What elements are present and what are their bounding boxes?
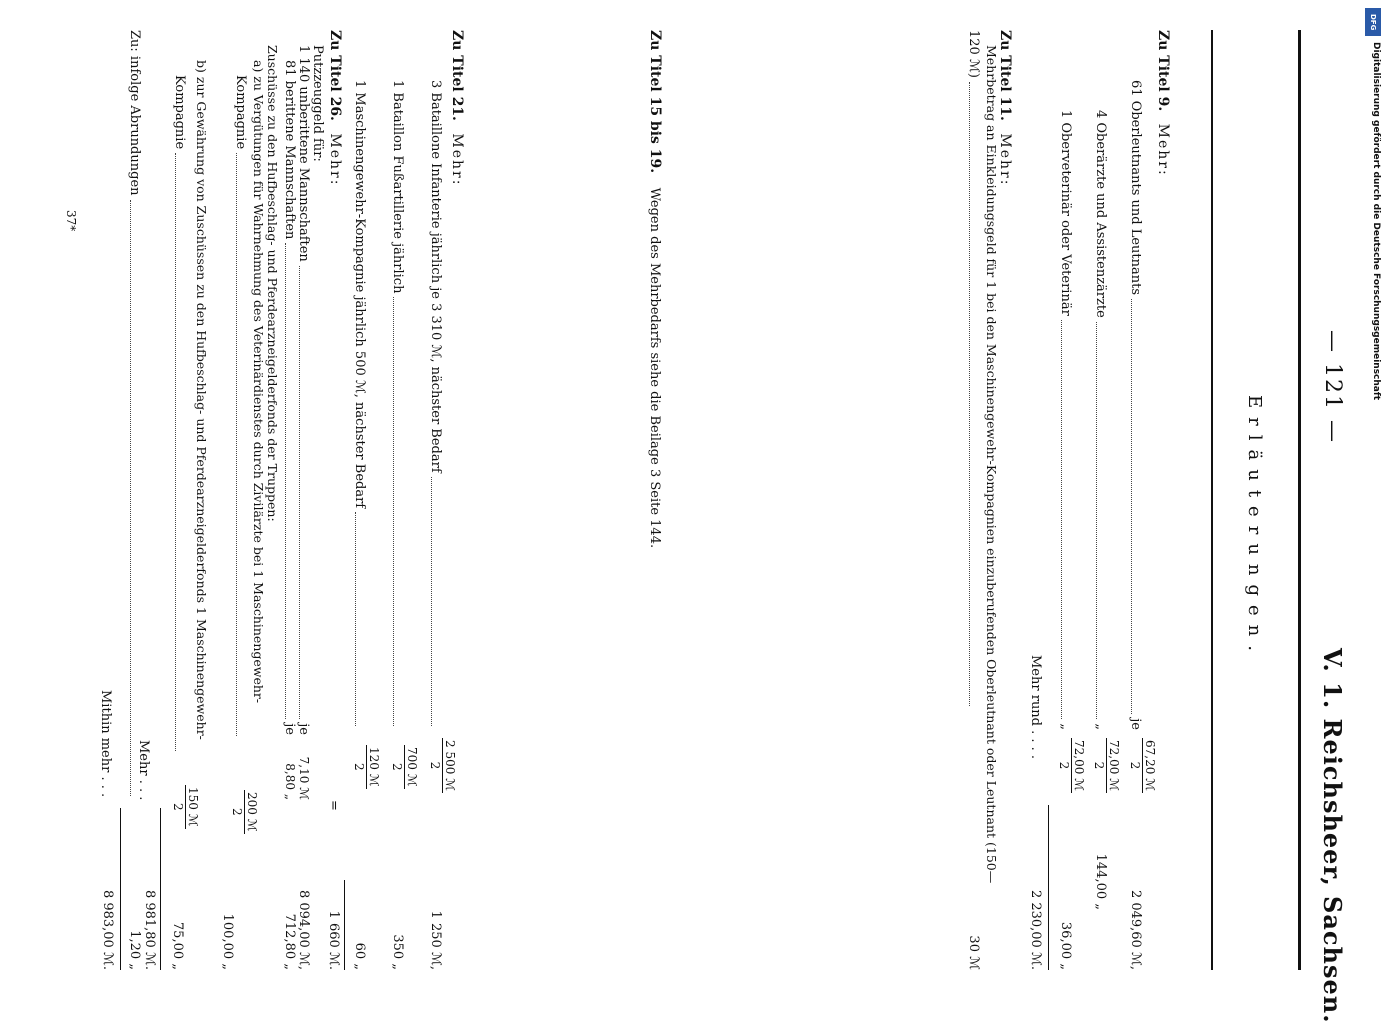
titel9-fraction: 67,20 ℳ 2 xyxy=(1128,740,1157,791)
titel26-a-amount: 100,00 „ xyxy=(220,913,235,970)
dfg-logo: DFG xyxy=(1365,8,1381,36)
titel15-heading: Zu Titel 15 bis 19. xyxy=(647,30,663,174)
titel21-heading: Zu Titel 21. xyxy=(449,30,465,121)
titel9-row: 4 Oberärzte und Assistenzärzte „ xyxy=(1093,110,1108,730)
titel26-rate: 8,80 „ xyxy=(283,763,297,800)
titel26-amount: 8 094,00 ℳ, xyxy=(296,889,311,970)
sum-rule xyxy=(160,808,161,970)
titel9-row: 61 Oberleutnants und Leutnants je xyxy=(1128,80,1143,730)
titel9-row: 1 Oberveterinär oder Veterinär „ xyxy=(1058,110,1073,730)
titel21-amount: 350 „ xyxy=(390,934,405,970)
titel26-mehr-total: 8 981,80 ℳ. xyxy=(142,889,157,970)
titel9-fraction: 72,00 ℳ 2 xyxy=(1092,740,1121,791)
titel26-amount: 712,80 „ xyxy=(282,913,297,970)
titel9-total: 2 230,00 ℳ. xyxy=(1028,889,1043,970)
titel21-amount: 60 „ xyxy=(352,942,367,970)
sum-rule xyxy=(120,808,121,970)
titel26-b-line1: b) zur Gewährung von Zuschüssen zu den Hufbeschlag- und Pferdearzneigelderfonds 1 Maschinengewehr- xyxy=(194,60,209,740)
titel26-b-row: Kompagnie xyxy=(172,75,187,755)
titel11-mehr: Mehr: xyxy=(997,133,1013,187)
titel26-a-fraction: 200 ℳ 2 xyxy=(230,792,259,832)
titel21-equals: = xyxy=(326,800,341,811)
mithin-mehr-total: 8 983,00 ℳ. xyxy=(100,889,115,970)
titel21-fraction: 700 ℳ 2 xyxy=(390,747,419,787)
putzzeuggeld-label: Putzzeuggeld für: xyxy=(310,45,325,162)
titel26-heading: Zu Titel 26. xyxy=(327,30,343,121)
titel9-total-label: Mehr rund . . . . xyxy=(1028,655,1043,760)
titel11-text-line1: Mehrbetrag an Einkleidungsgeld für 1 bei den Maschinengewehr-Kompagnien einzuberufenden Oberleutnant oder Leutnant (150— xyxy=(984,45,999,884)
titel26-row: 81 berittene Mannschaften je xyxy=(282,60,297,735)
titel21-row: 1 Maschinengewehr-Kompagnie jährlich 500 ℳ, nächster Bedarf xyxy=(352,80,367,730)
titel9-fraction: 72,00 ℳ 2 xyxy=(1057,740,1086,791)
titel21-fraction: 120 ℳ 2 xyxy=(352,747,381,787)
titel26-row: 1 140 unberittene Mannschaften je xyxy=(296,45,311,735)
abrundung-row: Zu: infolge Abrundungen xyxy=(127,30,142,800)
titel26-b-amount: 75,00 „ xyxy=(170,921,185,970)
titel26-a-row: Kompagnie xyxy=(233,75,248,740)
titel9-mehr: Mehr: xyxy=(1155,123,1171,177)
titel21-mehr: Mehr: xyxy=(449,133,465,187)
header-rule xyxy=(1298,30,1301,970)
digitization-credit xyxy=(1363,8,1383,992)
titel26-rate: 7,10 ℳ xyxy=(297,756,311,800)
zuschuesse-label: Zuschüsse zu den Hufbeschlag- und Pferdearzneigelderfonds der Truppen: xyxy=(265,45,280,522)
mithin-mehr-label: Mithin mehr . . . xyxy=(98,690,113,798)
titel9-heading: Zu Titel 9. xyxy=(1155,30,1171,112)
titel26-mehr-label: Mehr . . . xyxy=(136,740,151,801)
credit-text: Digitalisierung gefördert durch die Deutsche Forschungsgemeinschaft xyxy=(1371,42,1381,401)
titel9-amount: 2 049,60 ℳ, xyxy=(1128,889,1143,970)
titel21-total: 1 660 ℳ. xyxy=(326,910,341,970)
section-title: Erläuterungen. xyxy=(1244,395,1265,660)
titel26-b-fraction: 150 ℳ 2 xyxy=(171,787,200,827)
signature-mark: 37* xyxy=(64,210,78,232)
titel9-amount: 144,00 „ xyxy=(1093,853,1108,910)
titel26-a-line1: a) zu Vergütungen für Wahrnehmung des Veterinärdienstes durch Zivilärzte bei 1 Maschinengewehr- xyxy=(251,60,266,704)
abrundung-amount: 1,20 „ xyxy=(127,930,142,970)
page-title: V. 1. Reichsheer, Sachsen. xyxy=(1318,648,1347,1024)
titel21-row: 3 Bataillone Infanterie jährlich je 3 310 ℳ, nächster Bedarf xyxy=(428,80,443,730)
top-rule xyxy=(1211,30,1213,970)
titel21-amount: 1 250 ℳ, xyxy=(428,910,443,970)
titel26-mehr: Mehr: xyxy=(327,133,343,187)
titel11-heading: Zu Titel 11. xyxy=(997,30,1013,121)
sum-rule xyxy=(344,880,345,970)
sum-rule xyxy=(1048,805,1049,970)
titel9-amount: 36,00 „ xyxy=(1058,921,1073,970)
titel11-amount: 30 ℳ xyxy=(966,935,981,970)
titel11-row: 120 ℳ) xyxy=(966,30,981,710)
page-number: — 121 — xyxy=(1320,330,1345,444)
titel15-text: Wegen des Mehrbedarfs siehe die Beilage 3 Seite 144. xyxy=(647,187,662,549)
titel21-fraction: 2 500 ℳ 2 xyxy=(428,740,457,791)
titel21-row: 1 Bataillon Fußartillerie jährlich xyxy=(390,80,405,730)
